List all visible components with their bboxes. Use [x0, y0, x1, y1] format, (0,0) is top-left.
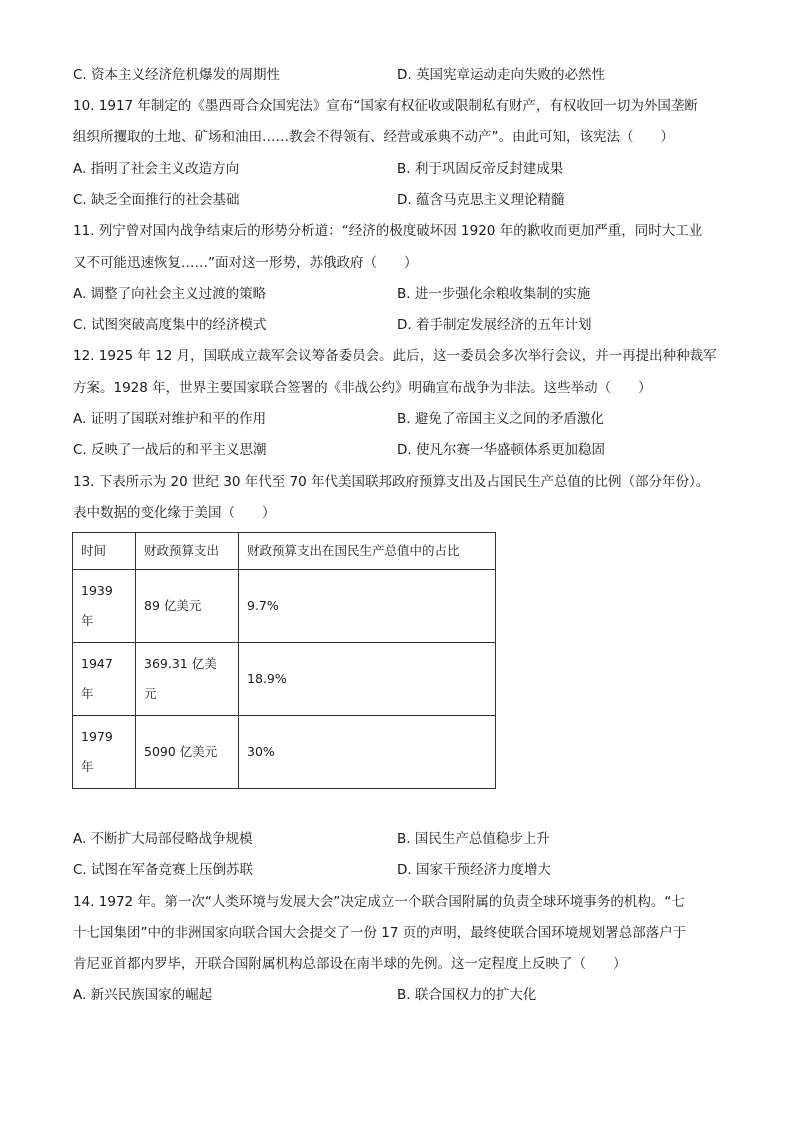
q12-stem-line-2: 方案。1928 年，世界主要国家联合签署的《非战公约》明确宣布战争为非法。这些举动（ ） — [73, 380, 652, 396]
cell-ratio: 9.7% — [239, 570, 496, 643]
table-row — [73, 570, 496, 643]
cell-budget: 89 亿美元 — [144, 598, 202, 613]
q14-stem-line-3: 肯尼亚首都内罗毕，开联合国附属机构总部设在南半球的先例。这一定程度上反映了（ ） — [73, 956, 627, 972]
cell-year: 1947年 — [81, 656, 113, 701]
q10-stem-line-1: 10. 1917 年制定的《墨西哥合众国宪法》宣布“国家有权征收或限制私有财产，有权收回一切为外国垄断 — [73, 98, 698, 114]
q12-stem-line-1: 12. 1925 年 12 月，国联成立裁军会议筹备委员会。此后，这一委员会多次举行会议，并一再提出种种裁军 — [73, 348, 717, 364]
header-time: 时间 — [73, 533, 136, 570]
q13-stem-line-1: 13. 下表所示为 20 世纪 30 年代至 70 年代美国联邦政府预算支出及占国民生产总值的比例（部分年份）。 — [73, 474, 710, 490]
table-row — [73, 643, 496, 716]
q13-option-a[interactable]: A. 不断扩大局部侵略战争规模 — [73, 831, 253, 847]
header-budget: 财政预算支出 — [136, 533, 239, 570]
cell-budget: 5090 亿美元 — [144, 744, 218, 759]
q10-option-b[interactable]: B. 利于巩固反帝反封建成果 — [397, 161, 564, 177]
q11-option-d[interactable]: D. 着手制定发展经济的五年计划 — [397, 317, 592, 333]
q12-option-b[interactable]: B. 避免了帝国主义之间的矛盾激化 — [397, 411, 604, 427]
table-row — [73, 716, 496, 789]
cell-year: 1939年 — [81, 583, 113, 628]
q10-stem-line-2: 组织所攫取的土地、矿场和油田……教会不得领有、经营或承典不动产”。由此可知，该宪法（ ） — [73, 129, 674, 145]
q11-stem-line-2: 又不可能迅速恢复……”面对这一形势，苏俄政府（ ） — [73, 255, 418, 271]
q10-option-d[interactable]: D. 蕴含马克思主义理论精髓 — [397, 192, 565, 208]
q13-option-c[interactable]: C. 试图在军备竞赛上压倒苏联 — [73, 862, 254, 878]
q14-stem-line-1: 14. 1972 年。第一次“人类环境与发展大会”决定成立一个联合国附属的负责全球环境事务的机构。“七 — [73, 894, 685, 910]
q11-option-a[interactable]: A. 调整了向社会主义过渡的策略 — [73, 286, 267, 302]
q12-option-c[interactable]: C. 反映了一战后的和平主义思潮 — [73, 442, 267, 458]
q11-option-b[interactable]: B. 进一步强化余粮收集制的实施 — [397, 286, 591, 302]
q14-stem-line-2: 十七国集团”中的非洲国家向联合国大会提交了一份 17 页的声明，最终使联合国环境规划署总部落户于 — [73, 925, 687, 941]
cell-budget: 369.31 亿美元 — [144, 656, 217, 701]
q13-stem-line-2: 表中数据的变化缘于美国（ ） — [73, 505, 276, 521]
q14-option-b[interactable]: B. 联合国权力的扩大化 — [397, 987, 537, 1003]
q11-option-c[interactable]: C. 试图突破高度集中的经济模式 — [73, 317, 267, 333]
cell-ratio: 30% — [239, 716, 496, 789]
q9-option-d[interactable]: D. 英国宪章运动走向失败的必然性 — [397, 67, 605, 83]
header-ratio: 财政预算支出在国民生产总值中的占比 — [239, 533, 496, 570]
q14-option-a[interactable]: A. 新兴民族国家的崛起 — [73, 987, 213, 1003]
table-header-row — [73, 533, 496, 570]
q10-option-a[interactable]: A. 指明了社会主义改造方向 — [73, 161, 240, 177]
cell-ratio: 18.9% — [239, 643, 496, 716]
q13-option-d[interactable]: D. 国家干预经济力度增大 — [397, 862, 551, 878]
q12-option-a[interactable]: A. 证明了国联对维护和平的作用 — [73, 411, 267, 427]
q12-option-d[interactable]: D. 使凡尔赛一华盛顿体系更加稳固 — [397, 442, 605, 458]
q13-data-table — [72, 532, 496, 789]
q13-option-b[interactable]: B. 国民生产总值稳步上升 — [397, 831, 550, 847]
q10-option-c[interactable]: C. 缺乏全面推行的社会基础 — [73, 192, 240, 208]
q11-stem-line-1: 11. 列宁曾对国内战争结束后的形势分析道：“经济的极度破坏因 1920 年的歉收而更加严重，同时大工业 — [73, 223, 703, 239]
q9-option-c[interactable]: C. 资本主义经济危机爆发的周期性 — [73, 67, 281, 83]
cell-year: 1979年 — [81, 729, 113, 774]
